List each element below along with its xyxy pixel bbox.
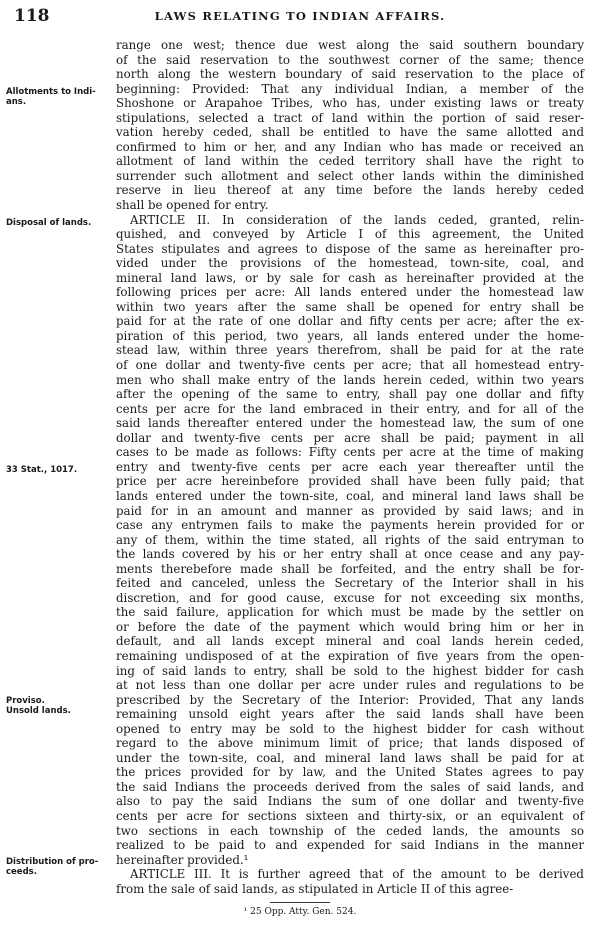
running-title: LAWS RELATING TO INDIAN AFFAIRS. bbox=[154, 9, 446, 23]
text-line: the prices provided for by law, and the United States agrees to pay bbox=[116, 765, 584, 780]
page-header bbox=[0, 6, 600, 26]
text-line: surrender such allotment and select other lands within the diminished bbox=[116, 168, 584, 183]
margin-note-allotments: Allotments to Indians. bbox=[6, 87, 96, 107]
text-line: mineral land laws, or by sale for cash as hereinafter provided at the bbox=[116, 270, 584, 285]
text-line: vation hereby ceded, shall be entitled to have the same allotted and bbox=[116, 125, 584, 140]
footnote: ¹ 25 Opp. Atty. Gen. 524. bbox=[243, 907, 357, 917]
text-line: case any entrymen fails to make the payments herein provided for or bbox=[116, 518, 584, 533]
text-line: lands entered under the town-site, coal, and mineral land laws shall be bbox=[116, 488, 584, 503]
text-line: within two years after the same shall be opened for entry shall be bbox=[116, 299, 584, 314]
body-text bbox=[116, 38, 584, 896]
text-line: also to pay the said Indians the sum of one dollar and twenty-five bbox=[116, 794, 584, 809]
text-line: quished, and conveyed by Article I of this agreement, the United bbox=[116, 227, 584, 242]
text-line: of the said reservation to the southwest corner of the same; thence bbox=[116, 52, 584, 67]
text-line: any of them, within the time stated, all rights of the said entryman to bbox=[116, 532, 584, 547]
text-line: shall be opened for entry. bbox=[116, 198, 269, 213]
text-line: men who shall make entry of the lands herein ceded, within two years bbox=[116, 372, 584, 387]
text-line: reserve in lieu thereof at any time before the lands hereby ceded bbox=[116, 183, 584, 198]
text-line: stead law, within three years therefrom, shall be paid for at the rate bbox=[116, 343, 584, 358]
text-line: ments therebefore made shall be forfeited, and the entry shall be for- bbox=[116, 561, 584, 576]
margin-note-distribution: Distribution of proceeds. bbox=[6, 857, 99, 877]
text-line: Shoshone or Arapahoe Tribes, who has, under existing laws or treaty bbox=[116, 96, 584, 111]
text-line: after the opening of the same to entry, shall pay one dollar and fifty bbox=[116, 387, 584, 402]
text-line: paid for at the rate of one dollar and fifty cents per acre; after the ex- bbox=[116, 314, 584, 329]
page-number: 118 bbox=[14, 6, 50, 26]
text-line: regard to the above minimum limit of price; that lands disposed of bbox=[116, 736, 584, 751]
text-line: from the sale of said lands, as stipulated in Article II of this agree- bbox=[116, 881, 514, 896]
text-line: stipulations, selected a tract of land within the portion of said reser- bbox=[116, 110, 584, 125]
text-line: the said Indians the proceeds derived from the sales of said lands, and bbox=[116, 779, 584, 794]
footnote-rule bbox=[270, 902, 330, 903]
text-line: at not less than one dollar per acre under rules and regulations to be bbox=[116, 678, 584, 693]
text-line: cents per acre for sections sixteen and thirty-six, or an equivalent of bbox=[116, 808, 584, 823]
text-line: range one west; thence due west along the said southern boundary bbox=[116, 38, 584, 52]
text-line: cents per acre for the land embraced in their entry, and for all of the bbox=[116, 401, 584, 416]
text-line: or before the date of the payment which would bring him or her in bbox=[116, 619, 584, 634]
text-line: realized to be paid to and expended for said Indians in the manner bbox=[116, 838, 584, 853]
text-line: beginning: Provided: That any individual Indian, a member of the bbox=[116, 81, 584, 96]
text-line: feited and canceled, unless the Secretary of the Interior shall in his bbox=[116, 576, 584, 591]
text-line: remaining unsold eight years after the said lands shall have been bbox=[116, 707, 584, 722]
text-line: price per acre hereinbefore provided shall have been fully paid; that bbox=[116, 474, 584, 489]
text-line: under the town-site, coal, and mineral land laws shall be paid for at bbox=[116, 750, 584, 765]
text-line: cases to be made as follows: Fifty cents per acre at the time of making bbox=[116, 445, 584, 460]
text-line: remaining undisposed of at the expiration of five years from the open- bbox=[116, 648, 584, 663]
text-line: allotment of land within the ceded territory shall have the right to bbox=[116, 154, 584, 169]
text-line: prescribed by the Secretary of the Interior: Provided, That any lands bbox=[116, 692, 584, 707]
text-line: discretion, and for good cause, excuse for not exceeding six months, bbox=[116, 590, 584, 605]
text-line: States stipulates and agrees to dispose of the same as hereinafter pro- bbox=[116, 241, 584, 256]
text-line: ing of said lands to entry, shall be sold to the highest bidder for cash bbox=[116, 663, 584, 678]
margin-note-unsold-lands: Unsold lands. bbox=[6, 706, 71, 716]
text-line: confirmed to him or her, and any Indian who has made or received an bbox=[116, 139, 584, 154]
text-line: piration of this period, two years, all lands entered under the home- bbox=[116, 328, 584, 343]
text-line: north along the western boundary of said reservation to the place of bbox=[116, 67, 584, 82]
text-line: paid for in an amount and manner as provided by said laws; and in bbox=[116, 503, 584, 518]
text-line: dollar and twenty-five cents per acre shall be paid; payment in all bbox=[116, 430, 584, 445]
margin-note-disposal: Disposal of lands. bbox=[6, 218, 92, 228]
text-line: following prices per acre: All lands entered under the homestead law bbox=[116, 285, 584, 300]
margin-note-proviso: Proviso. bbox=[6, 696, 45, 706]
text-line: default, and all lands except mineral and coal lands herein ceded, bbox=[116, 634, 584, 649]
text-line: two sections in each township of the ceded lands, the amounts so bbox=[116, 823, 584, 838]
text-line: said lands thereafter entered under the homestead law, the sum of one bbox=[116, 416, 584, 431]
margin-note-statute: 33 Stat., 1017. bbox=[6, 465, 78, 475]
text-line: ARTICLE III. It is further agreed that of the amount to be derived bbox=[130, 867, 584, 882]
text-line: vided under the provisions of the homestead, town-site, coal, and bbox=[116, 256, 584, 271]
text-line: ARTICLE II. In consideration of the lands ceded, granted, relin- bbox=[130, 212, 584, 227]
text-line: hereinafter provided.¹ bbox=[116, 852, 249, 867]
text-line: the lands covered by his or her entry shall at once cease and any pay- bbox=[116, 547, 584, 562]
text-line: of one dollar and twenty-five cents per acre; that all homestead entry- bbox=[116, 358, 584, 373]
text-line: entry and twenty-five cents per acre each year thereafter until the bbox=[116, 459, 584, 474]
text-line: opened to entry may be sold to the highest bidder for cash without bbox=[116, 721, 584, 736]
text-line: the said failure, application for which must be made by the settler on bbox=[116, 605, 584, 620]
